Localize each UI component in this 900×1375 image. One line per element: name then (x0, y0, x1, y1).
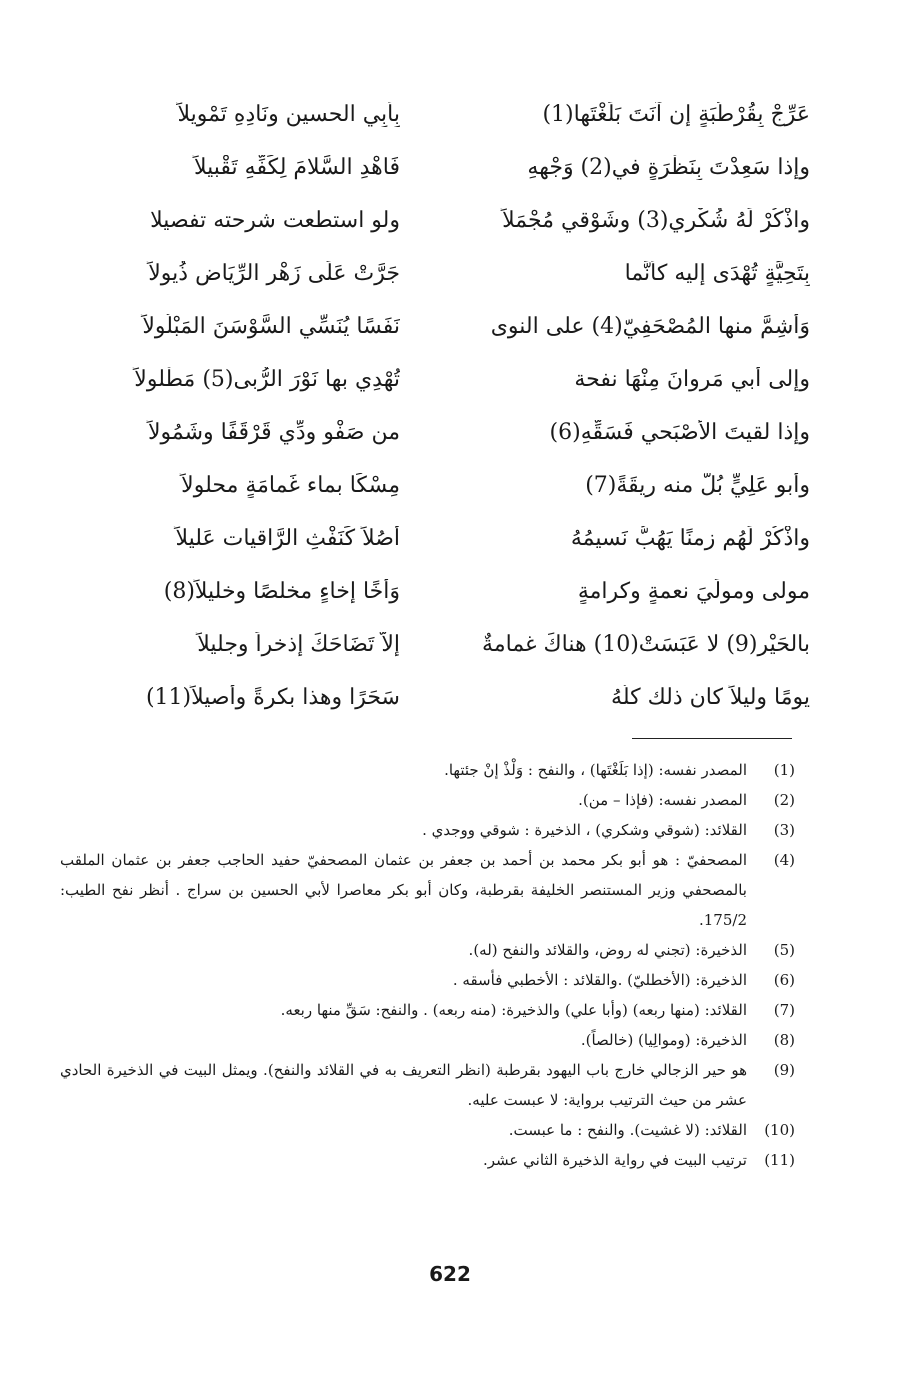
verse-first-hemistich: وإلى أبي مَروانَ مِنْهَا نفحة (574, 367, 810, 392)
verse-first-hemistich: وَأشِمَّ منها المُصْحَفِيّ(4) على النوى (490, 314, 810, 339)
footnote-number: (8) (773, 1031, 795, 1049)
verse-first-hemistich: مولى ومولَيَ نعمةٍ وكرامةٍ (577, 579, 810, 604)
verse-second-hemistich: سَحَرًا وهذا بكرةً وأصيلاً(11) (145, 685, 400, 710)
footnote-number: (5) (773, 941, 795, 959)
footnote-text: المصدر نفسه: (إذا بَلَغْتَها) ، والنفح : وَلْذْ إنْ جئتها. (444, 761, 747, 779)
poem-verses (40, 88, 810, 724)
verse-row (40, 406, 810, 459)
footnote (60, 965, 795, 995)
verse-row (40, 300, 810, 353)
verse-row (40, 194, 810, 247)
verse-second-hemistich: أُصُلاً كَنَفْثِ الرَّاقيات عَليلاً (175, 526, 400, 551)
verse-first-hemistich: بِتَحِيَّةٍ تُهْدَى إليه كأنَّما (624, 261, 810, 286)
page-number: 622 (429, 1262, 471, 1286)
verse-row (40, 459, 810, 512)
footnote-number: (11) (764, 1151, 795, 1169)
footnote-text: القلائد: (لا غشيت). والنفح : ما عبست. (508, 1121, 747, 1139)
verse-row (40, 353, 810, 406)
verse-first-hemistich: وإذا سَعِدْتَ بِنَظْرَةٍ في(2) وَجْهِهِ (527, 155, 810, 180)
footnote (60, 1055, 795, 1115)
footnote (60, 995, 795, 1025)
verse-first-hemistich: عَرِّجْ بِقُرْطُبَةٍ إن آنَتَ بَلَغْتَها(1) (542, 102, 810, 127)
verse-second-hemistich: فَاهْدِ السَّلامَ لِكَفِّهِ تَقْبيلاً (194, 155, 400, 180)
verse-second-hemistich: بِأبِي الحسين ونَادِهِ تَمْويلاً (177, 102, 400, 127)
verse-row (40, 618, 810, 671)
footnote-text: ترتيب البيت في رواية الذخيرة الثاني عشر. (483, 1151, 747, 1169)
verse-first-hemistich: واذْكُرْ لَهُم زمنًا يَهُبُّ نَسيمُهُ (570, 526, 810, 551)
verse-second-hemistich: ولو استطعت شرحته تفصيلا (150, 208, 400, 233)
footnote (60, 1115, 795, 1145)
verse-row (40, 141, 810, 194)
verse-row (40, 565, 810, 618)
verse-first-hemistich: بالحَيْرِ(9) لا عَبَسَتْ(10) هناكَ غمامةٌ (482, 632, 810, 657)
footnote-number: (9) (773, 1061, 795, 1079)
footnote-number: (2) (773, 791, 795, 809)
footnote-text: الذخيرة: (وموالِيا) (خالصاً). (580, 1031, 747, 1049)
verse-row (40, 247, 810, 300)
footnote-text: هو حير الزجالي خارج باب اليهود بقرطبة (انظر التعريف به في القلائد والنفح). ويمثل البيت في الذخيرة الحادي عشر من حيث الترتيب برواية: لا عبست عليه. (60, 1061, 747, 1109)
verse-second-hemistich: تُهْدِي بها نَوْرَ الرُّبى(5) مَطْلولاً (134, 367, 400, 392)
footnote-text: المصحفيّ : هو أبو بكر محمد بن أحمد بن جعفر بن عثمان المصحفيّ حفيد الحاجب جعفر بن عثمان الملقب بالمصحفي وزير المستنصر الخليفة بقرطبة، وكان أبو بكر معاصرا لأبي الحسين بن سراج . أنظر نفح الطيب: 175/2. (60, 851, 747, 929)
footnote-text: الذخيرة: (الأخطليّ) .والقلائد : الأخطبي فأسقه . (452, 971, 747, 989)
verse-second-hemistich: إلاّ تَضَاحَكَ إذخراً وجليلاً (197, 632, 400, 657)
footnote (60, 845, 795, 935)
verse-row (40, 512, 810, 565)
footnote (60, 935, 795, 965)
footnote-text: الذخيرة: (تجني له روض، والقلائد والنفح (له). (468, 941, 747, 959)
verse-first-hemistich: وأبو عَلِيٍّ بُلَّ منه ريقَةً(7) (585, 473, 810, 498)
footnote-text: المصدر نفسه: (فإذا – من). (578, 791, 747, 809)
verse-second-hemistich: مِسْكًا بماء غَمامَةٍ محلولاً (181, 473, 400, 498)
verse-second-hemistich: جَرَّتْ عَلَى زَهْرِ الرِّيَاضِ ذُيولاً (148, 261, 400, 286)
footnote-number: (7) (773, 1001, 795, 1019)
footnote-text: القلائد: (شوقي وشكري) ، الذخيرة : شوقي ووجدي . (422, 821, 747, 839)
footnote-text: القلائد: (منها ربعه) (وأبا علي) والذخيرة: (منه ربعه) . والنفح: سَقِّ منها ربعه. (280, 1001, 747, 1019)
verse-second-hemistich: وَأخًا إخاءٍ مخلصًا وخليلاً(8) (163, 579, 400, 604)
footnote (60, 755, 795, 785)
verse-first-hemistich: واذْكُرْ لَهُ شُكْري(3) وشَوْقي مُجْمَلاً (502, 208, 810, 233)
footnote (60, 1145, 795, 1175)
footnotes (60, 755, 795, 1175)
footnote-separator (632, 738, 792, 739)
footnote-number: (4) (773, 851, 795, 869)
verse-first-hemistich: وإذا لقيتَ الأصْبَحي فَسَقِّهِ(6) (549, 420, 810, 445)
verse-second-hemistich: نَفَسًا يُنَسِّي السَّوْسَنَ المَبْلُولاً (142, 314, 400, 339)
footnote (60, 785, 795, 815)
verse-row (40, 671, 810, 724)
footnote (60, 1025, 795, 1055)
footnote-number: (6) (773, 971, 795, 989)
footnote-number: (1) (773, 761, 795, 779)
verse-second-hemistich: من صَفْوِ وِدِّي قَرْقَفًا وشَمُولاً (147, 420, 400, 445)
footnote (60, 815, 795, 845)
verse-row (40, 88, 810, 141)
footnote-number: (10) (764, 1121, 795, 1139)
footnote-number: (3) (773, 821, 795, 839)
verse-first-hemistich: يومًا وليلاً كان ذلك كلُّهُ (611, 685, 810, 710)
